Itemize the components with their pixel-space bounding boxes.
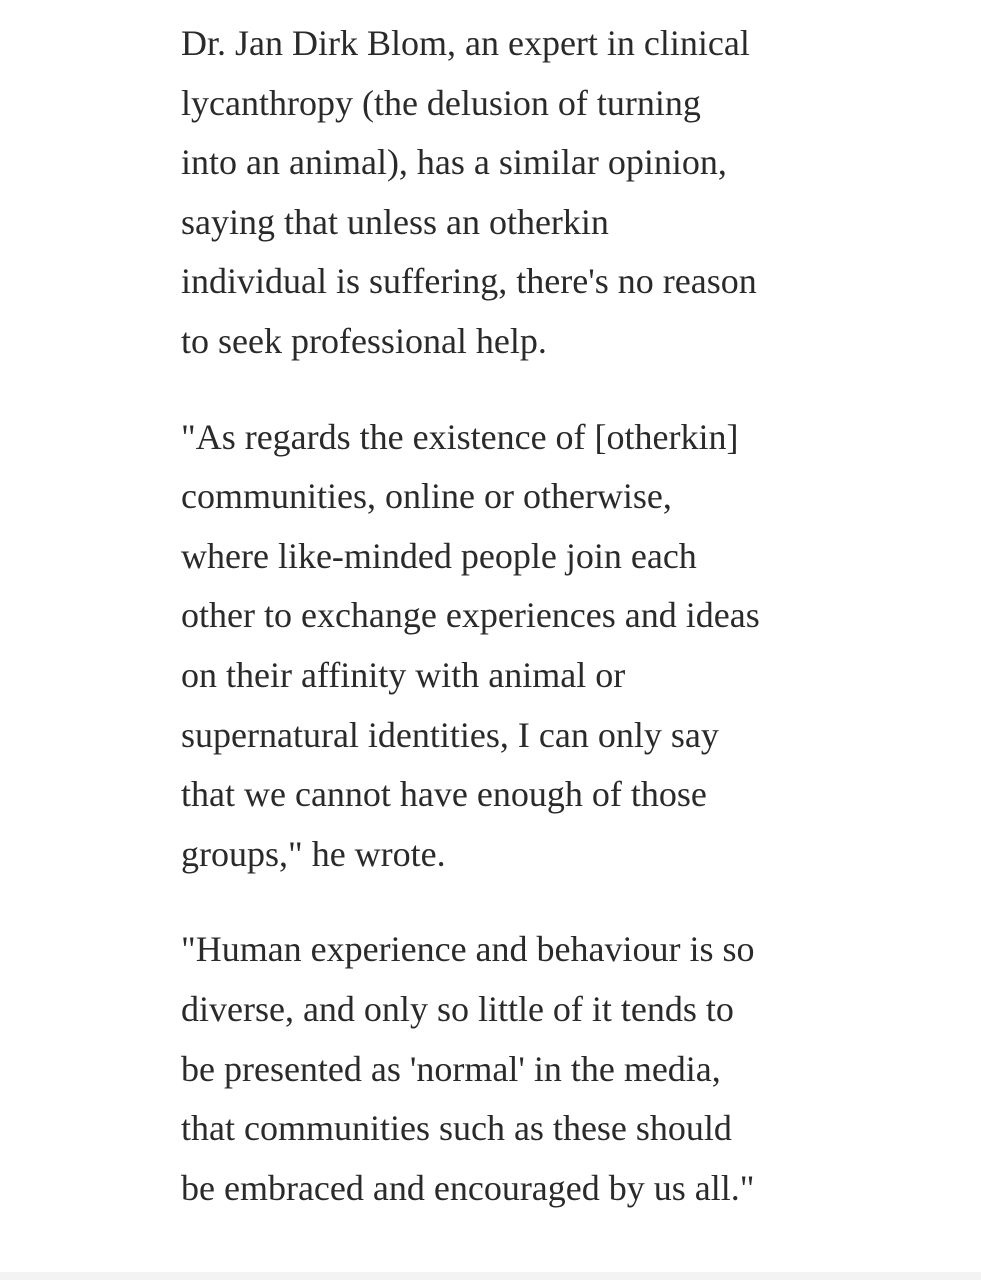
text-line: Dr. Jan Dirk Blom, an expert in clinical xyxy=(181,23,750,63)
paragraph-blom-opinion xyxy=(181,14,821,372)
text-line: groups," he wrote. xyxy=(181,833,446,874)
text-line: where like-minded people join each xyxy=(181,535,697,576)
text-line: that communities such as these should xyxy=(181,1108,732,1149)
text-line: "Human experience and behaviour is so xyxy=(181,929,755,970)
text-line: be presented as 'normal' in the media, xyxy=(181,1048,721,1089)
bottom-divider-strip xyxy=(0,1272,981,1280)
text-line: into an animal), has a similar opinion, xyxy=(181,142,727,183)
text-line: saying that unless an otherkin xyxy=(181,201,609,242)
paragraph-human-experience-quote xyxy=(181,920,821,1218)
text-line: other to exchange experiences and ideas xyxy=(181,595,760,636)
text-line: be embraced and encouraged by us all." xyxy=(181,1167,755,1208)
paragraph-communities-quote xyxy=(181,408,821,885)
text-line: that we cannot have enough of those xyxy=(181,774,707,815)
text-line: communities, online or otherwise, xyxy=(181,476,672,517)
text-line: on their affinity with animal or xyxy=(181,654,626,695)
text-line: supernatural identities, I can only say xyxy=(181,714,719,755)
text-line: lycanthropy (the delusion of turning xyxy=(181,82,701,123)
article-body xyxy=(181,14,821,1254)
text-line: "As regards the existence of [otherkin] xyxy=(181,416,739,457)
text-line: individual is suffering, there's no reason xyxy=(181,261,757,302)
text-line: diverse, and only so little of it tends to xyxy=(181,988,734,1029)
text-line: to seek professional help. xyxy=(181,320,547,361)
